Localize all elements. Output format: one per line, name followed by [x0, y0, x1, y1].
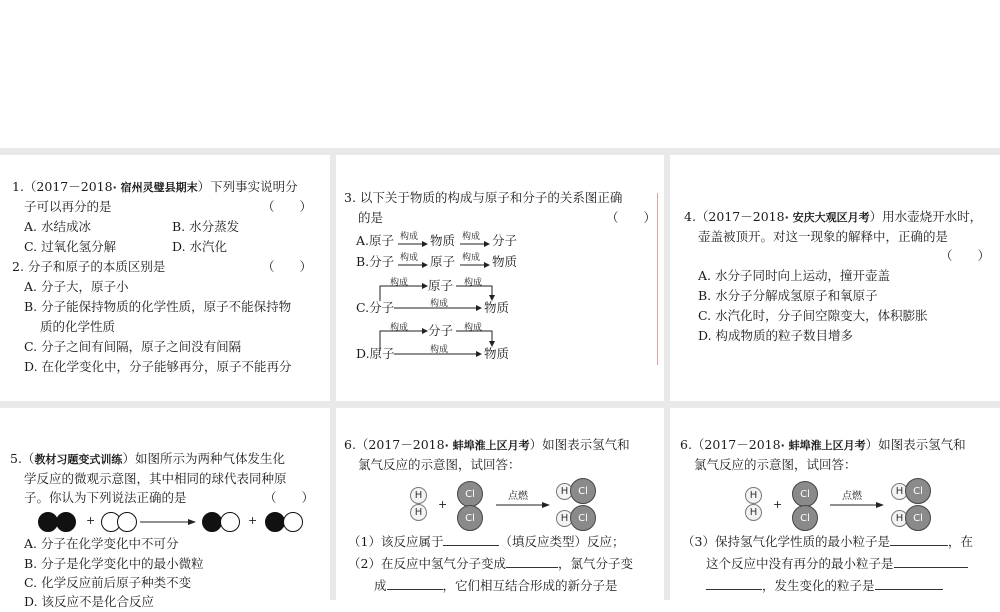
q1-stem-line1: [12, 177, 298, 198]
product-1-black: [202, 512, 222, 532]
reactant-plus: +: [773, 498, 783, 511]
ignite-arrow: [496, 501, 550, 509]
hcl-top-cl: Cl: [905, 478, 931, 504]
q3-stem-line1: 3. 以下关于物质的构成与原子和分子的关系图正确: [344, 190, 623, 205]
q2-option-a: A. 分子大，原子小: [24, 279, 129, 294]
q3-option-a-mid: 物质: [430, 233, 456, 248]
q6-stem-line1: [344, 435, 630, 456]
hcl-top-h: H: [556, 483, 573, 500]
q6-part2-line1: [348, 554, 633, 574]
q6b-stem-line1: [680, 435, 966, 456]
page-gutter-horizontal-middle: [0, 401, 1000, 408]
q6-part2-mid: ，氯气分子变: [557, 556, 633, 571]
chlorine-atom-top: Cl: [792, 481, 818, 507]
q3-option-c-top-left-label: 构成: [390, 278, 409, 288]
q6b-part3-line3-text: ，发生变化的粒子是: [762, 578, 875, 593]
q6b-part3-line2: [706, 554, 968, 574]
q3-option-b-start: B.分子: [356, 254, 395, 269]
q4-option-c: C. 水汽化时，分子间空隙变大，体积膨胀: [698, 308, 928, 323]
molecule-black-black-left: [38, 512, 58, 532]
q6b-part3-blank-2[interactable]: [894, 554, 968, 568]
q5-option-d: D. 该反应不是化合反应: [24, 594, 155, 609]
reactant-plus: +: [438, 498, 448, 511]
q3-option-b-arrow1-label: 构成: [400, 253, 419, 263]
q3-option-d-top-left-label: 构成: [390, 323, 409, 333]
chlorine-atom-bottom: Cl: [457, 505, 483, 531]
q3-stem-line2: 的是: [358, 210, 384, 225]
q4-source-place: · 安庆大观区月考: [784, 211, 870, 224]
q5-option-b: B. 分子是化学变化中的最小微粒: [24, 556, 204, 571]
q3-option-c-top-node: 原子: [428, 278, 454, 293]
q6-stem-text: ）如图表示氢气和: [529, 437, 630, 452]
q6b-part3-blank-3[interactable]: [706, 576, 762, 590]
hcl-bottom-cl: Cl: [570, 505, 596, 531]
hydrogen-atom-top: H: [745, 487, 762, 504]
q2-option-b-line1: B. 分子能保持物质的化学性质，原子不能保持物: [24, 299, 292, 314]
q5-option-c: C. 化学反应前后原子种类不变: [24, 575, 192, 590]
q4-stem-line2: 壶盖被顶开。对这一现象的解释中，正确的是: [698, 229, 949, 244]
hcl-bottom-h: H: [891, 510, 908, 527]
q3-option-c-end: 物质: [484, 300, 510, 315]
q6b-part3-line3: [706, 576, 943, 596]
molecule-white-white-right: [117, 512, 137, 532]
q4-option-b: B. 水分子分解成氢原子和氧原子: [698, 288, 878, 303]
q4-stem-line1: [684, 207, 982, 228]
q1-answer-paren: （ ）: [262, 199, 313, 214]
q1-option-c: C. 过氧化氢分解: [24, 239, 117, 254]
q6-part2-line2-prefix: 成: [374, 578, 387, 593]
question-panel-2: [336, 155, 664, 401]
q6b-part3-prefix: （3）保持氢气化学性质的最小粒子是: [682, 534, 890, 549]
q6b-part3-blank-4[interactable]: [875, 576, 943, 590]
q1-stem-text: ）下列事实说明分: [197, 179, 298, 194]
page-gutter-horizontal-top: [0, 148, 1000, 155]
q4-answer-paren: （ ）: [940, 248, 991, 263]
q2-option-c: C. 分子之间有间隔，原子之间没有间隔: [24, 339, 242, 354]
q6-part1-blank[interactable]: [443, 532, 499, 546]
q5-answer-paren: （ ）: [264, 490, 315, 505]
q2-answer-paren: （ ）: [262, 259, 313, 274]
q1-option-b: B. 水分蒸发: [172, 219, 240, 234]
q6b-part3-blank-1[interactable]: [890, 532, 948, 546]
q6-source-place: · 蚌埠淮上区月考: [444, 439, 530, 452]
product-2-white: [283, 512, 303, 532]
q4-source: 4.（2017－2018: [684, 209, 785, 224]
q6b-source-place: · 蚌埠淮上区月考: [780, 439, 866, 452]
q3-option-c-connectors: [336, 155, 664, 401]
q2-option-d: D. 在化学变化中，分子能够再分，原子不能再分: [24, 359, 292, 374]
reaction-plus-2: +: [248, 514, 258, 527]
q3-option-a-arrow1-label: 构成: [400, 232, 419, 242]
reaction-plus-1: +: [86, 514, 96, 527]
chlorine-atom-top: Cl: [457, 481, 483, 507]
q3-option-d-bottom-label: 构成: [430, 345, 449, 355]
q5-prefix: 5.（: [10, 451, 35, 466]
q5-stem-line1: [10, 449, 285, 470]
q6b-stem-line2: 氯气反应的示意图，试回答：: [694, 457, 857, 472]
q1-option-d: D. 水汽化: [172, 239, 228, 254]
q6-part2-blank-1[interactable]: [506, 554, 558, 568]
question-panel-3: [670, 155, 1000, 401]
q3-option-b-end: 物质: [492, 254, 518, 269]
question-panel-5: [336, 408, 664, 600]
hcl-bottom-h: H: [556, 510, 573, 527]
q6b-source: 6.（2017－2018: [680, 437, 781, 452]
q4-option-d: D. 构成物质的粒子数目增多: [698, 328, 854, 343]
q3-option-c-start: C.分子: [356, 300, 395, 315]
molecule-black-black-right: [56, 512, 76, 532]
q5-option-a: A. 分子在化学变化中不可分: [24, 536, 179, 551]
q3-option-d-end: 物质: [484, 346, 510, 361]
question-panel-6: [670, 408, 1000, 600]
q1-source-place: · 宿州灵璧县期末: [112, 181, 198, 194]
q6-part2-prefix: （2）在反应中氢气分子变成: [348, 556, 506, 571]
q6b-part3-line2-text: 这个反应中没有再分的最小粒子是: [706, 556, 894, 571]
q6-part2-line2: [374, 576, 618, 596]
q3-option-d-top-node: 分子: [428, 323, 454, 338]
q6-part1-suffix: （填反应类型）反应；: [499, 534, 625, 549]
ignite-label: 点燃: [508, 491, 528, 502]
q3-option-a-start: A.原子: [356, 233, 395, 248]
product-1-white: [220, 512, 240, 532]
q3-option-b-mid: 原子: [430, 254, 456, 269]
q3-option-a-arrow2-label: 构成: [462, 232, 481, 242]
q3-option-d-top-right-label: 构成: [464, 323, 483, 333]
hydrogen-atom-bottom: H: [410, 504, 427, 521]
q6-part1: [348, 532, 624, 552]
hcl-bottom-cl: Cl: [905, 505, 931, 531]
question-panel-4: [0, 408, 330, 609]
q6-part2-line2-suffix: ，它们相互结合形成的新分子是: [442, 578, 618, 593]
q5-stem-text: ）如图所示为两种气体发生化: [122, 451, 285, 466]
q1-source: 1.（2017－2018: [12, 179, 113, 194]
ignite-arrow: [830, 501, 884, 509]
q4-option-a: A. 水分子同时向上运动，撞开壶盖: [698, 268, 890, 283]
q6b-stem-text: ）如图表示氢气和: [865, 437, 966, 452]
question-panel-1: [0, 155, 330, 401]
hcl-top-cl: Cl: [570, 478, 596, 504]
q3-option-d-start: D.原子: [356, 346, 395, 361]
q3-answer-paren: （ ）: [606, 210, 657, 225]
q6-stem-line2: 氯气反应的示意图，试回答：: [358, 457, 521, 472]
q3-option-c-top-right-label: 构成: [464, 278, 483, 288]
product-2-black: [265, 512, 285, 532]
hcl-top-h: H: [891, 483, 908, 500]
q3-option-c-bottom-label: 构成: [430, 299, 449, 309]
chlorine-atom-bottom: Cl: [792, 505, 818, 531]
q2-option-b-line2: 质的化学性质: [40, 319, 116, 334]
q6b-part3-suffix: ，在: [947, 534, 973, 549]
ignite-label: 点燃: [842, 491, 862, 502]
q5-stem-line3: 子。你认为下列说法正确的是: [24, 490, 187, 505]
q1-option-a: A. 水结成冰: [24, 219, 91, 234]
hydrogen-atom-bottom: H: [745, 504, 762, 521]
q5-stem-line2: 学反应的微观示意图，其中相同的球代表同种原: [24, 471, 287, 486]
q6-part2-blank-2[interactable]: [387, 576, 443, 590]
q3-option-b-arrow2-label: 构成: [462, 253, 481, 263]
q6b-part3-line1: [682, 532, 973, 552]
hydrogen-atom-top: H: [410, 487, 427, 504]
q6-part1-prefix: （1）该反应属于: [348, 534, 444, 549]
reaction-arrow: [140, 518, 196, 526]
q3-option-a-end: 分子: [492, 233, 518, 248]
q2-stem: 2. 分子和原子的本质区别是: [12, 259, 166, 274]
q6-source: 6.（2017－2018: [344, 437, 445, 452]
q1-stem-line2: 子可以再分的是: [24, 199, 112, 214]
q5-source: 教材习题变式训练: [34, 453, 123, 466]
q4-stem-text: ）用水壶烧开水时，: [869, 209, 983, 224]
